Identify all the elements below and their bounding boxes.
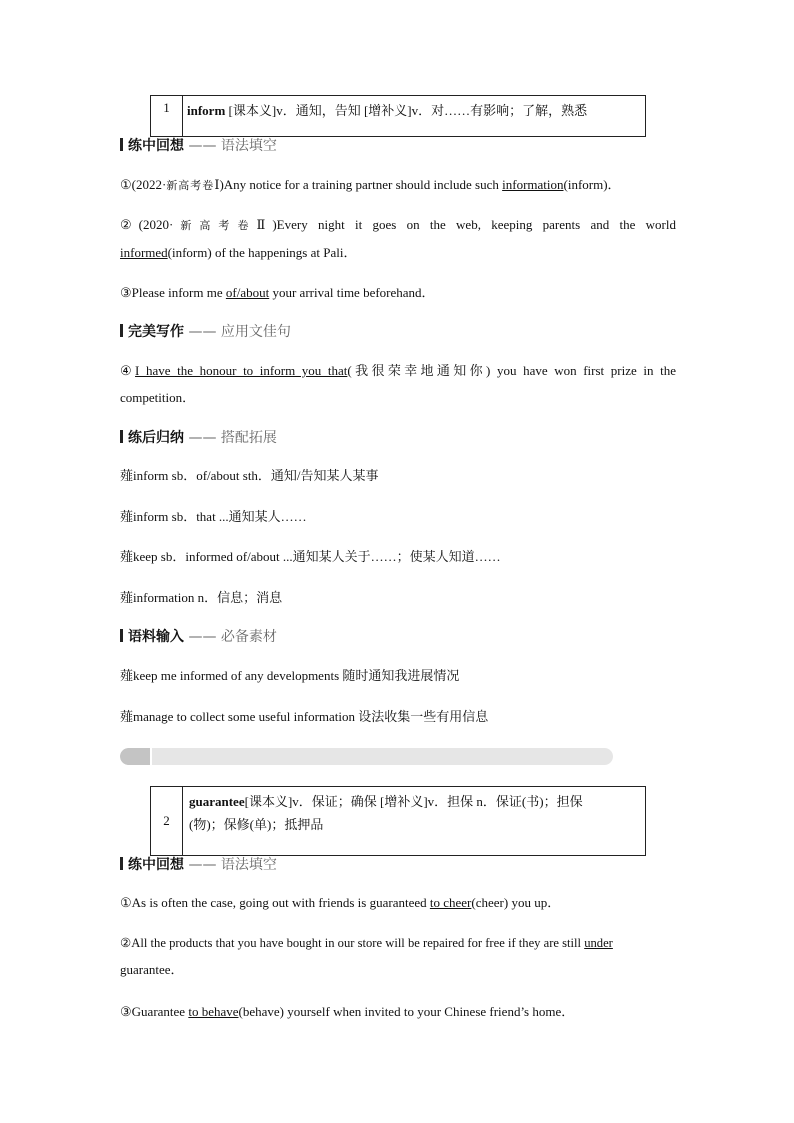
answer: to cheer — [429, 895, 472, 910]
progress-fill — [120, 748, 150, 765]
section-heading-practice: 练中回想 —— 语法填空 — [120, 137, 277, 155]
summary-item: 薤information n．信息；消息 — [120, 590, 283, 605]
word-box-inform — [150, 95, 646, 137]
answer: under — [584, 936, 613, 950]
section-bar-icon — [120, 430, 123, 443]
section-heading-practice-2: 练中回想 —— 语法填空 — [120, 856, 277, 874]
exercise-line: ②All the products that you have bought in our store will be repaired for free if they are still under — [120, 936, 613, 950]
word-definition: inform [课本义]v．通知，告知 [增补义]v．对……有影响；了解，熟悉 — [187, 103, 588, 118]
answer: to behave — [188, 1004, 239, 1019]
word-number: 2 — [151, 787, 183, 855]
writing-line: ④I have the honour to inform you that(我很荣幸地通知你) you have won first prize in the — [120, 363, 676, 378]
section-heading-writing: 完美写作 —— 应用文佳句 — [120, 323, 291, 341]
answer: informed — [120, 245, 168, 260]
summary-item: 薤keep sb．informed of/about ...通知某人关于……；使某人知道…… — [120, 549, 501, 564]
progress-bar — [120, 748, 613, 765]
section-bar-icon — [120, 629, 123, 642]
exercise-line: ①(2022·新高考卷Ⅰ)Any notice for a training partner should include such information(inform)． — [120, 177, 621, 192]
exercise-line: guarantee． — [120, 962, 184, 977]
section-bar-icon — [120, 324, 123, 337]
word-number: 1 — [151, 96, 183, 136]
exercise-line: ③Guarantee to behave(behave) yourself when invited to your Chinese friend’s home． — [120, 1004, 575, 1019]
exercise-line: ②(2020·新高考卷Ⅱ)Every night it goes on the web, keeping parents and the world — [120, 217, 677, 232]
material-item: 薤keep me informed of any developments 随时通知我进展情况 — [120, 668, 460, 683]
exercise-line: ③Please inform me of/about your arrival time beforehand． — [120, 285, 435, 300]
section-bar-icon — [120, 857, 123, 870]
word-box-guarantee — [150, 786, 646, 856]
section-bar-icon — [120, 138, 123, 151]
headword: guarantee — [189, 794, 245, 809]
material-item: 薤manage to collect some useful information 设法收集一些有用信息 — [120, 709, 489, 724]
section-heading-material: 语料输入 —— 必备素材 — [120, 628, 277, 646]
exercise-line: ①As is often the case, going out with friends is guaranteed to cheer(cheer) you up． — [120, 895, 561, 910]
word-definition: guarantee[课本义]v．保证；确保 [增补义]v．担保 n．保证(书)；担保 (物)；保修(单)；抵押品 — [189, 794, 583, 832]
writing-line: competition． — [120, 390, 196, 405]
answer: I have the honour to inform you that — [135, 363, 348, 378]
progress-divider — [150, 748, 152, 765]
answer: information — [502, 177, 564, 192]
summary-item: 薤inform sb．of/about sth．通知/告知某人某事 — [120, 468, 379, 483]
exercise-line: informed(inform) of the happenings at Pali． — [120, 245, 357, 260]
section-heading-summary: 练后归纳 —— 搭配拓展 — [120, 429, 277, 447]
headword: inform — [187, 103, 226, 118]
summary-item: 薤inform sb．that ...通知某人…… — [120, 509, 307, 524]
answer: of/about — [225, 285, 270, 300]
